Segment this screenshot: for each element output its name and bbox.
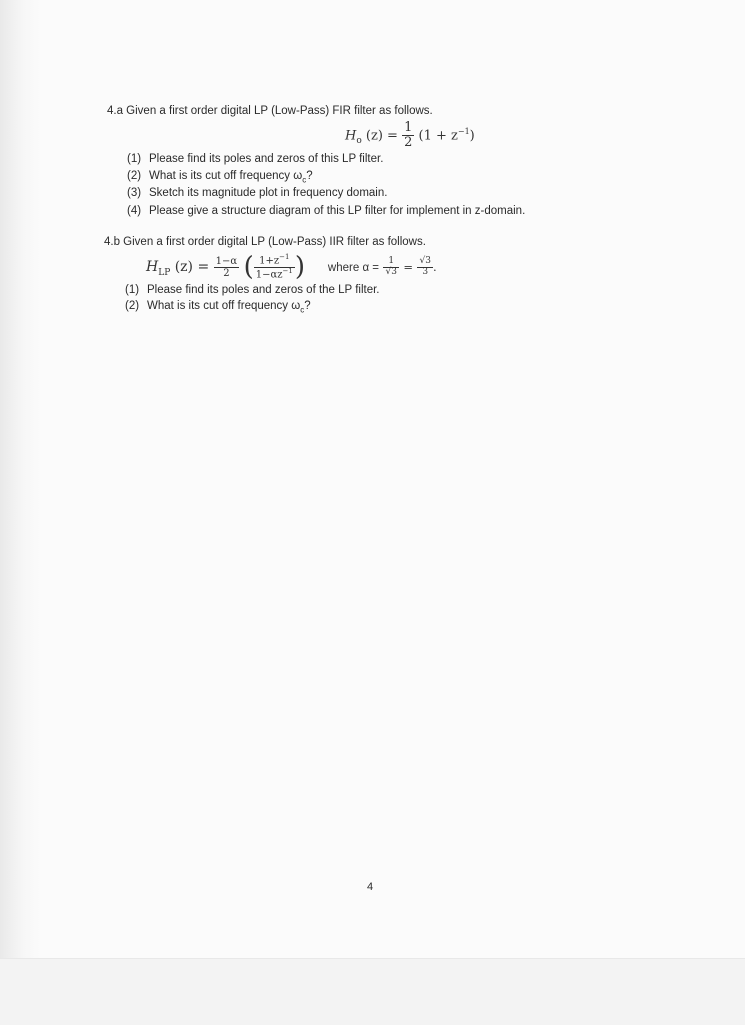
page-number: 4	[367, 881, 374, 893]
item-tail: ?	[304, 300, 311, 312]
item-text: Please find its poles and zeros of the LP filter.	[147, 284, 380, 296]
eq-a-lhs-arg: (z) =	[365, 128, 398, 144]
problem-b-item-1	[125, 284, 379, 296]
item-number: (1)	[125, 284, 140, 296]
eq-b-frac1	[214, 256, 240, 279]
eq-b-frac4-num: √3	[419, 255, 431, 266]
problem-a-item-1	[127, 153, 383, 165]
scan-left-shadow	[0, 0, 40, 1024]
item-number: (1)	[127, 153, 142, 165]
item-number: (4)	[127, 205, 142, 217]
problem-a-item-3	[127, 187, 387, 199]
problem-b-heading: 4.b Given a first order digital LP (Low-Pass) IIR filter as follows.	[104, 236, 426, 248]
eq-b-close-paren: )	[294, 252, 306, 282]
eq-b-where: where α =	[327, 262, 379, 274]
item-tail: ?	[306, 170, 313, 182]
item-text: What is its cut off frequency ω	[147, 300, 301, 312]
item-text: What is its cut off frequency ω	[149, 170, 303, 182]
eq-b-frac3-den: √3	[385, 266, 397, 277]
eq-a-rhs: (1 + z	[418, 128, 458, 144]
eq-b-end: .	[432, 260, 437, 274]
eq-a-half-den: 2	[404, 135, 413, 151]
eq-b-lhs: H	[146, 259, 159, 275]
item-text: Please find its poles and zeros of this LP filter.	[149, 153, 384, 165]
eq-b-lhs-arg: (z) =	[174, 259, 210, 275]
eq-b-frac3-num: 1	[383, 257, 398, 268]
problem-a-item-2	[127, 170, 313, 184]
eq-a-rhs-close: )	[469, 128, 475, 144]
eq-b-frac4	[417, 257, 432, 278]
item-sub: c	[302, 175, 307, 185]
scan-bottom-band	[0, 958, 745, 1025]
eq-a-lhs: H	[345, 128, 357, 144]
item-number: (3)	[127, 187, 142, 199]
eq-b-frac2-num: 1+z	[259, 255, 280, 267]
eq-a-lhs-sub: o	[356, 135, 362, 146]
problem-a-item-4	[127, 205, 525, 217]
eq-b-frac2-den: 1−αz	[255, 268, 283, 280]
eq-b-frac2	[254, 254, 295, 280]
eq-b-frac2-num-sup: −1	[279, 253, 290, 262]
item-number: (2)	[127, 170, 142, 182]
eq-b-frac1-den: 2	[223, 267, 230, 279]
eq-a-half-num: 1	[404, 120, 413, 135]
eq-b-frac2-den-sup: −1	[282, 266, 293, 275]
eq-b-open-paren: (	[243, 252, 254, 282]
item-text: Sketch its magnitude plot in frequency domain.	[149, 187, 388, 199]
eq-a-half	[402, 121, 414, 151]
eq-b-frac1-num: 1−α	[215, 255, 238, 267]
eq-b-frac4-den: 3	[422, 266, 429, 277]
problem-a-equation	[345, 121, 475, 151]
item-sub: c	[300, 305, 305, 315]
item-number: (2)	[125, 300, 140, 312]
eq-b-equals: =	[403, 260, 414, 274]
item-text: Please give a structure diagram of this LP filter for implement in z-domain.	[149, 205, 526, 217]
eq-b-lhs-sub: LP	[158, 267, 171, 278]
eq-a-rhs-sup: −1	[457, 126, 470, 136]
eq-b-frac3	[383, 257, 398, 278]
problem-b-equation	[146, 252, 437, 282]
problem-b-item-2	[125, 300, 311, 314]
problem-a-heading: 4.a Given a first order digital LP (Low-Pass) FIR filter as follows.	[107, 105, 433, 117]
